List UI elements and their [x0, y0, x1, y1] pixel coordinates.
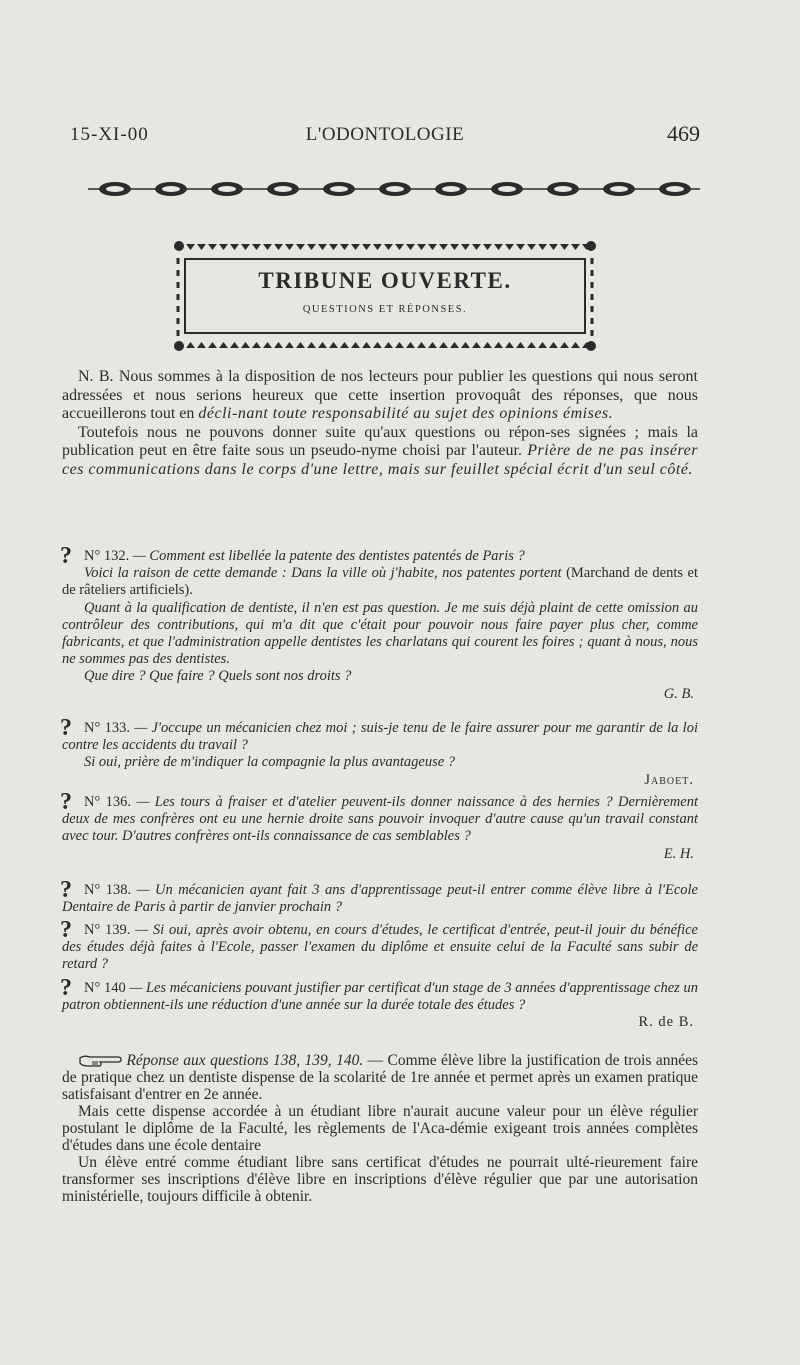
- question-text: — Si oui, après avoir obtenu, en cours d'études, le certificat d'entrée, peut-il jouir du bénéfice des études déjà faites à l'Ecole, passer l'examen du diplôme et ensuite celui de la Faculté sans subir de retard ?: [62, 922, 698, 973]
- section-title: TRIBUNE OUVERTE.: [258, 268, 512, 293]
- note-text: N. B. Nous sommes à la disposition de nos lecteurs pour publier les questions qui nous seront adressées et nous serions heureux que cette insertion provoquât des réponses, que nous accueillerons tout en: [62, 368, 698, 423]
- note-paragraph-2: [62, 424, 698, 480]
- answer-label: Réponse aux questions 138, 139, 140.: [126, 1052, 364, 1069]
- question-signature: G. B.: [663, 685, 694, 702]
- question-text: — J'occupe un mécanicien chez moi ; suis-je tenu de le faire assurer pour me garantir de la loi contre les accidents du travail ?: [62, 720, 698, 754]
- question-number: N° 133.: [84, 720, 130, 736]
- note-text: Toutefois nous ne pouvons donner suite qu'aux questions ou répon-ses signées ; mais la publication peut en être faite sous un pseudo-nyme choisi par l'auteur.: [62, 423, 698, 460]
- question-signature: E. H.: [663, 845, 694, 862]
- question-text: Quant à la qualification de dentiste, il n'en est pas question. Je me suis déjà plaint de cette omission au contrôleur des contributions, qui m'a dit que c'était pour pouvoir nous faire payer plus cher, comme fabricants, et que l'administration appelle dentistes les charlatans qui courent les foires ; quant à nous, nous ne sommes pas des dentistes.: [62, 599, 698, 668]
- question-139: [60, 917, 698, 974]
- page-number: 469: [667, 121, 700, 146]
- section-subtitle: QUESTIONS ET RÉPONSES.: [302, 304, 468, 315]
- note-italic: Prière de ne pas insérer ces communications dans le corps d'une lettre, mais sur feuillet spécial écrit d'un seul côté.: [62, 442, 698, 478]
- question-text: — Les tours à fraiser et d'atelier peuvent-ils donner naissance à des hernies ? Dernièrement deux de mes confrères ont eu une hernie droite sans pouvoir invoquer d'autre cause qu'un travail constant avec tour. D'autres confrères ont-ils connaissance de cas semblables ?: [62, 794, 698, 845]
- journal-title: L'ODONTOLOGIE: [305, 124, 465, 145]
- question-signature: R. de B.: [638, 1014, 694, 1031]
- note-italic: décli-nant toute responsabilité au sujet des opinions émises.: [198, 405, 614, 423]
- tribune-title-box: [172, 238, 598, 354]
- question-text: (Marchand de dents et de râteliers artificiels).: [62, 565, 698, 599]
- pointing-hand-icon: [78, 1054, 122, 1068]
- question-mark-icon: ?: [60, 877, 72, 903]
- question-mark-icon: ?: [60, 917, 72, 943]
- answer-block: [62, 1052, 698, 1205]
- editorial-note: [62, 368, 698, 480]
- question-mark-icon: ?: [60, 789, 72, 815]
- question-number: N° 138.: [84, 882, 132, 898]
- question-140: [60, 975, 698, 1032]
- running-header: [70, 121, 700, 152]
- question-138: [60, 877, 698, 916]
- question-mark-icon: ?: [60, 975, 72, 1001]
- question-text: — Un mécanicien ayant fait 3 ans d'apprentissage peut-il entrer comme élève libre à l'Ecole Dentaire de Paris à partir de janvier prochain ?: [62, 882, 698, 916]
- question-mark-icon: ?: [60, 543, 72, 569]
- question-mark-icon: ?: [60, 715, 72, 741]
- question-132: [60, 543, 698, 703]
- question-text: Que dire ? Que faire ? Quels sont nos droits ?: [84, 668, 352, 685]
- question-number: N° 132.: [84, 548, 130, 564]
- answer-paragraph: Un élève entré comme étudiant libre sans certificat d'études ne pourrait ulté-rieurement faire transformer ses inscriptions d'élève libre en inscriptions d'élève régulier que par une autorisation ministérielle, toujours difficile à obtenir.: [62, 1154, 698, 1205]
- note-paragraph-1: [62, 368, 698, 424]
- answer-paragraph: Mais cette dispense accordée à un étudiant libre n'aurait aucune valeur pour un élève régulier postulant le diplôme de la Faculté, les règlements de l'Aca-démie exigeant trois années complètes d'études dans une école dentaire: [62, 1103, 698, 1154]
- chain-ornament: [88, 178, 700, 200]
- question-number: N° 136.: [84, 794, 132, 810]
- question-text: — Comment est libellée la patente des dentistes patentés de Paris ?: [129, 548, 525, 564]
- issue-date: 15-XI-00: [70, 124, 149, 145]
- question-text: Voici la raison de cette demande : Dans la ville où j'habite, nos patentes portent: [84, 565, 567, 582]
- question-number: N° 140: [84, 980, 126, 996]
- question-136: [60, 789, 698, 863]
- question-signature: Jaboet.: [644, 771, 694, 788]
- question-133: [60, 715, 698, 789]
- question-text: Si oui, prière de m'indiquer la compagnie la plus avantageuse ?: [84, 754, 456, 771]
- question-text: — Les mécaniciens pouvant justifier par certificat d'un stage de 3 années d'apprentissage chez un patron obtiennent-ils une réduction d'une année sur la durée totale des études ?: [62, 980, 698, 1014]
- answer-text: — Comme élève libre la justification de trois années de pratique chez un dentiste dispense de la scolarité de 1re année et permet après un examen pratique satisfaisant d'entrer en 2e année.: [62, 1052, 699, 1103]
- question-number: N° 139.: [84, 922, 131, 938]
